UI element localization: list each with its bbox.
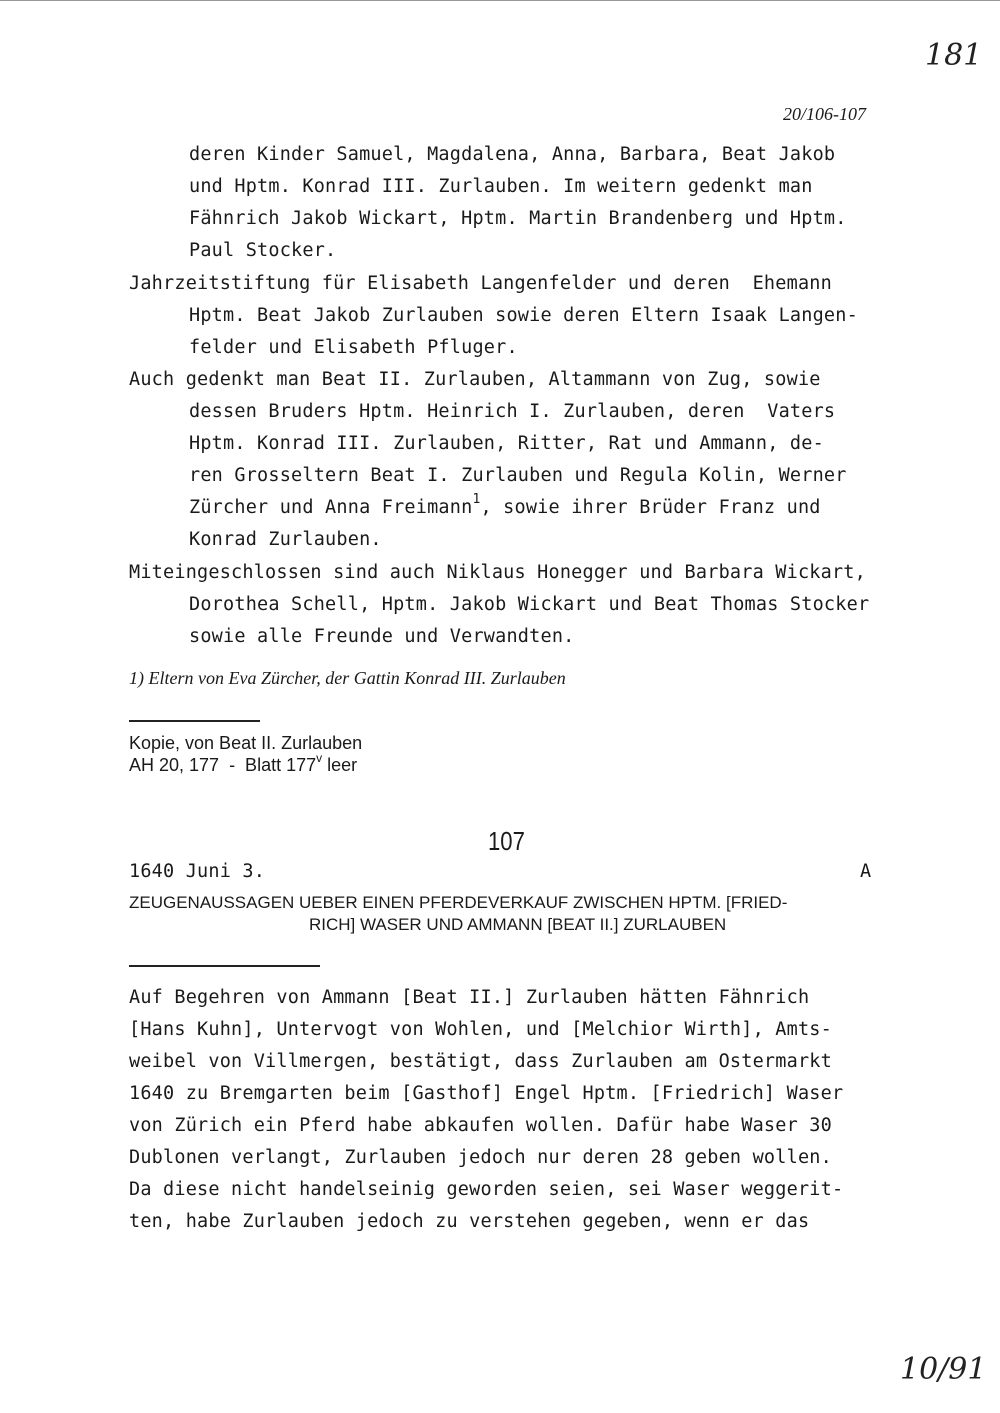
document-106-continuation	[0, 0, 1000, 647]
source-text: leer	[322, 755, 358, 775]
text-line: Auch gedenkt man Beat II. Zurlauben, Altammann von Zug, sowie	[129, 369, 821, 390]
text-line: Paul Stocker.	[189, 240, 337, 261]
divider-rule	[129, 965, 320, 967]
text-segment: , sowie ihrer Brüder Franz und	[480, 497, 821, 518]
source-line-archive	[129, 751, 358, 776]
text-line: Jahrzeitstiftung für Elisabeth Langenfelder und deren Ehemann	[129, 273, 832, 294]
text-line: Fähnrich Jakob Wickart, Hptm. Martin Brandenberg und Hptm.	[189, 208, 847, 229]
document-title-line-2: RICH] WASER UND AMMANN [BEAT II.] ZURLAUBEN	[309, 915, 727, 934]
text-line: Dublonen verlangt, Zurlauben jedoch nur deren 28 geben wollen.	[129, 1147, 832, 1168]
verso-mark: v	[316, 751, 323, 765]
text-line: dessen Bruders Hptm. Heinrich I. Zurlauben, deren Vaters	[189, 401, 836, 422]
scan-edge-line	[0, 0, 1000, 1]
handwritten-archive-number: 10/91	[900, 1352, 987, 1387]
text-segment: Zürcher und Anna Freimann	[189, 497, 473, 518]
text-line: Hptm. Konrad III. Zurlauben, Ritter, Rat und Ammann, de-	[189, 433, 824, 454]
text-line: Da diese nicht handelseinig geworden seien, sei Waser weggerit-	[129, 1179, 844, 1200]
document-number: 107	[488, 826, 525, 856]
document-date: 1640 Juni 3.	[129, 861, 266, 882]
source-text: AH 20, 177 - Blatt 177	[129, 755, 317, 775]
reference-code: 20/106-107	[783, 104, 866, 124]
document-type-letter: A	[860, 861, 872, 882]
text-line: Hptm. Beat Jakob Zurlauben sowie deren Eltern Isaak Langen-	[189, 305, 858, 326]
text-line: weibel von Villmergen, bestätigt, dass Zurlauben am Ostermarkt	[129, 1051, 832, 1072]
text-line: Auf Begehren von Ammann [Beat II.] Zurlauben hätten Fähnrich	[129, 987, 810, 1008]
text-line: von Zürich ein Pferd habe abkaufen wollen. Dafür habe Waser 30	[129, 1115, 832, 1136]
text-line: Dorothea Schell, Hptm. Jakob Wickart und Beat Thomas Stocker	[189, 594, 870, 615]
text-line: [Hans Kuhn], Untervogt von Wohlen, und [Melchior Wirth], Amts-	[129, 1019, 832, 1040]
text-line: deren Kinder Samuel, Magdalena, Anna, Barbara, Beat Jakob	[189, 144, 836, 165]
text-line: felder und Elisabeth Pfluger.	[189, 337, 518, 358]
document-title-line-1: ZEUGENAUSSAGEN UEBER EINEN PFERDEVERKAUF ZWISCHEN HPTM. [FRIED-	[129, 893, 788, 912]
text-line: 1640 zu Bremgarten beim [Gasthof] Engel Hptm. [Friedrich] Waser	[129, 1083, 844, 1104]
text-line: Miteingeschlossen sind auch Niklaus Honegger und Barbara Wickart,	[129, 562, 866, 583]
footnote-mark: 1	[472, 492, 481, 507]
text-line-with-footnote	[189, 492, 821, 518]
footnote-text: 1) Eltern von Eva Zürcher, der Gattin Konrad III. Zurlauben	[129, 668, 566, 688]
source-line-copy: Kopie, von Beat II. Zurlauben	[129, 733, 363, 753]
text-line: Konrad Zurlauben.	[189, 529, 382, 550]
divider-rule	[129, 720, 260, 722]
text-line: und Hptm. Konrad III. Zurlauben. Im weitern gedenkt man	[189, 176, 813, 197]
text-line: ren Grosseltern Beat I. Zurlauben und Regula Kolin, Werner	[189, 465, 847, 486]
text-line: ten, habe Zurlauben jedoch zu verstehen gegeben, wenn er das	[129, 1211, 810, 1232]
text-line: sowie alle Freunde und Verwandten.	[189, 626, 575, 647]
handwritten-page-number: 181	[925, 38, 983, 73]
